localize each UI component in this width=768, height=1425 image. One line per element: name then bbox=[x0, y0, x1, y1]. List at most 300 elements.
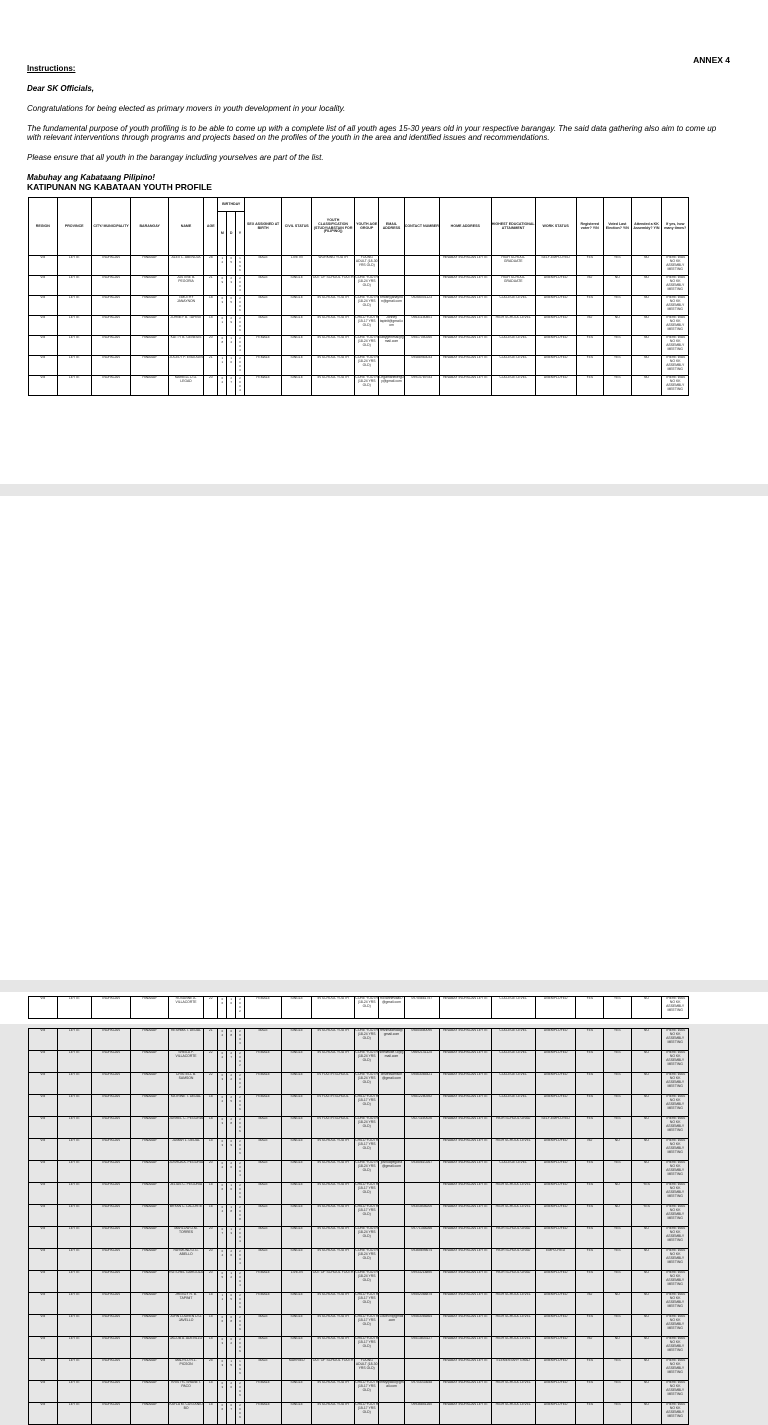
cell-birthday: 0 8 bbox=[227, 1315, 236, 1337]
cell-region: VIII bbox=[29, 1293, 58, 1315]
column-header: YOUTH CLASSIFICATION (STUDY/ABSTAIN FOR (FILIPINO)) bbox=[312, 198, 355, 256]
cell-youth: IN SCHOOL YOUTH bbox=[312, 1337, 355, 1359]
cell-times: THERE WAS NO KK ASSEMBLY MEETING bbox=[662, 296, 689, 316]
cell-birthday: 1 1 bbox=[218, 356, 227, 376]
cell-birthday: 2 7 bbox=[227, 376, 236, 396]
cell-kk: NO bbox=[631, 1051, 662, 1073]
cell-home: HINABAY INOPACAN LEYTE bbox=[439, 1161, 491, 1183]
cell-birthday: 0 6 bbox=[218, 1315, 227, 1337]
cell-times: THERE WAS NO KK ASSEMBLY MEETING bbox=[662, 256, 689, 276]
cell-voted: YES bbox=[604, 1029, 632, 1051]
cell-youth: WORKING YOUTH bbox=[312, 256, 355, 276]
cell-work: UNEMPLOYED bbox=[535, 1205, 576, 1227]
cell-home: HINABAY INOPACAN LEYTE bbox=[439, 336, 491, 356]
cell-agegroup: YOUNG ADULT (18-30 YRS OLD) bbox=[355, 1359, 379, 1381]
cell-city: INOPACAN bbox=[91, 1381, 131, 1403]
cell-voter: YES bbox=[576, 256, 604, 276]
cell-contact: 09488983033 bbox=[404, 356, 439, 376]
cell-home: HINABAY INOPACAN LEYTE bbox=[439, 356, 491, 376]
cell-home: HINABAY INOPACAN LEYTE bbox=[439, 1139, 491, 1161]
cell-barangay: HINABAY bbox=[131, 1359, 168, 1381]
page-1 bbox=[0, 0, 768, 484]
cell-birthday: 1 2 bbox=[227, 1271, 236, 1293]
cell-birthday: 2 0 0 4 bbox=[236, 1227, 245, 1249]
cell-birthday: 0 6 bbox=[218, 1403, 227, 1425]
cell-sex: MALE bbox=[244, 1183, 281, 1205]
cell-kk: NO bbox=[631, 1117, 662, 1139]
cell-home: HINABAY INOPACAN LEYTE bbox=[439, 316, 491, 336]
cell-birthday: 0 2 bbox=[227, 1337, 236, 1359]
cell-youth: IN SCHOOL YOUTH bbox=[312, 1183, 355, 1205]
cell-province: LEYTE bbox=[57, 276, 91, 296]
column-header: Voted Last Election? Y/N bbox=[604, 198, 632, 256]
cell-age: 15 bbox=[204, 1315, 218, 1337]
cell-birthday: 2 0 0 9 bbox=[236, 1183, 245, 1205]
column-header: If yes, how many times? bbox=[662, 198, 689, 256]
cell-birthday: 0 6 bbox=[218, 1183, 227, 1205]
cell-edu: HIGH SCHOOL GRAD bbox=[491, 1117, 535, 1139]
cell-home: HINABAY INOPACAN LEYTE bbox=[439, 1227, 491, 1249]
cell-sex: MALE bbox=[244, 1139, 281, 1161]
cell-sex: MALE bbox=[244, 1359, 281, 1381]
cell-agegroup: CORE YOUTH (18-24 YRS OLD) bbox=[355, 276, 379, 296]
cell-agegroup: CORE YOUTH (18-24 YRS OLD) bbox=[355, 376, 379, 396]
table-row bbox=[29, 1403, 689, 1425]
table-row bbox=[29, 1205, 689, 1227]
cell-birthday: 0 9 bbox=[227, 1139, 236, 1161]
cell-birthday: 2 2 bbox=[227, 1073, 236, 1095]
table-row bbox=[29, 1183, 689, 1205]
cell-work: SELF-EMPLOYED bbox=[535, 1117, 576, 1139]
cell-region: VIII bbox=[29, 1073, 58, 1095]
cell-home: HINABAY INOPACAN LEYTE bbox=[439, 1095, 491, 1117]
cell-contact: 09552088875 bbox=[404, 1293, 439, 1315]
cell-email: reshmadedal@gmail.com bbox=[379, 1029, 404, 1051]
cell-contact: 09517050260 bbox=[404, 336, 439, 356]
cell-civil: LIVE-IN bbox=[282, 1271, 312, 1293]
cell-home: HINABAY INOPACAN LEYTE bbox=[439, 1183, 491, 1205]
cell-name: JOHN LOUREN D.G. JAVELLO bbox=[168, 1315, 203, 1337]
cell-home: HINABAY INOPACAN LEYTE bbox=[439, 1337, 491, 1359]
cell-city: INOPACAN bbox=[91, 1227, 131, 1249]
cell-birthday: 1 5 bbox=[227, 1359, 236, 1381]
cell-edu: COLLEGE LEVEL bbox=[491, 1051, 535, 1073]
column-header: SEX ASSIGNED AT BIRTH bbox=[244, 198, 281, 256]
cell-edu: COLLEGE LEVEL bbox=[491, 1073, 535, 1095]
cell-birthday: 0 3 bbox=[218, 1139, 227, 1161]
cell-edu: COLLEGE LEVEL bbox=[491, 1095, 535, 1117]
cell-civil: SINGLE bbox=[282, 1227, 312, 1249]
cell-city: INOPACAN bbox=[91, 1051, 131, 1073]
cell-age: 22 bbox=[204, 997, 218, 1019]
cell-birthday: 0 3 bbox=[218, 296, 227, 316]
cell-work: UNEMPLOYED bbox=[535, 997, 576, 1019]
cell-province: LEYTE bbox=[57, 1359, 91, 1381]
cell-civil: LIVE IN bbox=[282, 256, 312, 276]
cell-agegroup: CHILD YOUTH (15-17 YRS OLD) bbox=[355, 1337, 379, 1359]
cell-birthday: 0 4 bbox=[218, 1205, 227, 1227]
cell-civil: SINGLE bbox=[282, 1337, 312, 1359]
cell-birthday: 2 0 0 3 bbox=[236, 1029, 245, 1051]
cell-youth: IN SCHOOL YOUTH bbox=[312, 296, 355, 316]
table-row bbox=[29, 1073, 689, 1095]
cell-agegroup: CHILD YOUTH (15-17 YRS OLD) bbox=[355, 1293, 379, 1315]
cell-name: JACOB A. ADEVILLO bbox=[168, 1337, 203, 1359]
cell-birthday: 1 4 bbox=[227, 336, 236, 356]
table-row bbox=[29, 1139, 689, 1161]
cell-work: UNEMPLOYED bbox=[535, 1183, 576, 1205]
cell-barangay: HINABAY bbox=[131, 256, 168, 276]
cell-agegroup: CORE YOUTH (18-24 YRS OLD) bbox=[355, 1051, 379, 1073]
cell-email: joshuapegoria@gmail.com bbox=[379, 1161, 404, 1183]
cell-work: UNEMPLOYED bbox=[535, 1403, 576, 1425]
cell-age: 15 bbox=[204, 1293, 218, 1315]
cell-province: LEYTE bbox=[57, 316, 91, 336]
cell-region: VIII bbox=[29, 1403, 58, 1425]
cell-agegroup: CHILD YOUTH (15-17 YRS OLD) bbox=[355, 316, 379, 336]
cell-youth: OUT OF SCHOOL YOUTH bbox=[312, 276, 355, 296]
cell-civil: SINGLE bbox=[282, 376, 312, 396]
cell-kk: NO bbox=[631, 1139, 662, 1161]
page-3 bbox=[0, 992, 768, 1024]
cell-age: 20 bbox=[204, 336, 218, 356]
youth-profile-table bbox=[28, 197, 689, 396]
cell-name: MARLOW D.M. TORRES bbox=[168, 1227, 203, 1249]
cell-kk: NO bbox=[631, 997, 662, 1019]
cell-edu: HIGH SCHOOL GRADUATE bbox=[491, 256, 535, 276]
cell-birthday: 1 0 bbox=[227, 997, 236, 1019]
column-header: CITY/ MUNICIPALITY bbox=[91, 198, 131, 256]
cell-birthday: 2 0 0 4 bbox=[236, 376, 245, 396]
cell-region: VIII bbox=[29, 1271, 58, 1293]
cell-work: UNEMPLOYED bbox=[535, 1227, 576, 1249]
cell-home: HINABAY INOPACAN LEYTE bbox=[439, 1249, 491, 1271]
cell-name: JOHNEY B. TAPINIT bbox=[168, 316, 203, 336]
cell-birthday: 2 0 0 2 bbox=[236, 1073, 245, 1095]
cell-name: RAYMOND D.G. ABELLO bbox=[168, 1249, 203, 1271]
column-header: Attended a KK Assembly? Y/N bbox=[631, 198, 662, 256]
cell-province: LEYTE bbox=[57, 336, 91, 356]
cell-kk: NO bbox=[631, 1029, 662, 1051]
cell-barangay: HINABAY bbox=[131, 316, 168, 336]
cell-city: INOPACAN bbox=[91, 1073, 131, 1095]
cell-barangay: HINABAY bbox=[131, 1381, 168, 1403]
cell-voted: YES bbox=[604, 1117, 632, 1139]
cell-email bbox=[379, 1117, 404, 1139]
cell-voter: YES bbox=[576, 356, 604, 376]
cell-region: VIII bbox=[29, 1117, 58, 1139]
cell-contact: 09771358266 bbox=[404, 1227, 439, 1249]
cell-email bbox=[379, 1359, 404, 1381]
table-row bbox=[29, 376, 689, 396]
cell-agegroup: CHILD YOUTH (15-17 YRS OLD) bbox=[355, 1139, 379, 1161]
cell-kk: NO bbox=[631, 1293, 662, 1315]
cell-work: UNEMPLOYED bbox=[535, 356, 576, 376]
cell-voter: NO bbox=[576, 316, 604, 336]
cell-birthday: 2 0 0 4 bbox=[236, 1249, 245, 1271]
cell-youth: IN SCHOOL YOUTH bbox=[312, 336, 355, 356]
cell-voter: NO bbox=[576, 1293, 604, 1315]
cell-name: JOCELY P. ENDOGIN bbox=[168, 356, 203, 376]
cell-voter: NO bbox=[576, 1139, 604, 1161]
cell-work: UNEMPLOYED bbox=[535, 1139, 576, 1161]
cell-agegroup: CHILD YOUTH (15-17 YRS OLD) bbox=[355, 1183, 379, 1205]
cell-birthday: 0 8 bbox=[218, 336, 227, 356]
cell-region: VIII bbox=[29, 356, 58, 376]
cell-birthday: 0 7 bbox=[218, 1227, 227, 1249]
cell-email: Legamariellefguy@gmail.com bbox=[379, 376, 404, 396]
column-header-birthday-m: M bbox=[218, 212, 227, 256]
cell-province: LEYTE bbox=[57, 1227, 91, 1249]
cell-birthday: 0 5 bbox=[227, 1293, 236, 1315]
cell-times: THERE WAS NO KK ASSEMBLY MEETING bbox=[662, 1029, 689, 1051]
cell-sex: FEMALE bbox=[244, 1403, 281, 1425]
cell-barangay: HINABAY bbox=[131, 336, 168, 356]
cell-region: VIII bbox=[29, 376, 58, 396]
cell-email bbox=[379, 1271, 404, 1293]
cell-contact: 09303508200 bbox=[404, 1205, 439, 1227]
cell-voted: YES bbox=[604, 1095, 632, 1117]
cell-age: 20 bbox=[204, 1161, 218, 1183]
cell-civil: SINGLE bbox=[282, 1249, 312, 1271]
cell-email: cristellsamson@gmail.com bbox=[379, 1073, 404, 1095]
cell-contact bbox=[404, 276, 439, 296]
cell-agegroup: CORE YOUTH (18-24 YRS OLD) bbox=[355, 1073, 379, 1095]
cell-age: 21 bbox=[204, 1029, 218, 1051]
cell-times: THERE WAS NO KK ASSEMBLY MEETING bbox=[662, 1139, 689, 1161]
column-header: AGE bbox=[204, 198, 218, 256]
cell-civil: SINGLE bbox=[282, 1161, 312, 1183]
cell-times: THERE WAS NO KK ASSEMBLY MEETING bbox=[662, 1315, 689, 1337]
cell-kk: NO bbox=[631, 1227, 662, 1249]
cell-sex: MALE bbox=[244, 1029, 281, 1051]
cell-times: THERE WAS NO KK ASSEMBLY MEETING bbox=[662, 997, 689, 1019]
cell-youth: IN SCHOOL YOUTH bbox=[312, 1161, 355, 1183]
cell-age: 20 bbox=[204, 1227, 218, 1249]
cell-voter: YES bbox=[576, 1403, 604, 1425]
cell-birthday: 2 0 0 9 bbox=[236, 1293, 245, 1315]
cell-voted: YES bbox=[604, 1227, 632, 1249]
table-row bbox=[29, 1117, 689, 1139]
cell-birthday: 0 3 bbox=[218, 1117, 227, 1139]
cell-home: HINABAY INOPACAN LEYTE bbox=[439, 1205, 491, 1227]
cell-region: VIII bbox=[29, 276, 58, 296]
cell-region: VIII bbox=[29, 1051, 58, 1073]
cell-birthday: 1 3 bbox=[227, 1227, 236, 1249]
cell-province: LEYTE bbox=[57, 1293, 91, 1315]
cell-kk: NO bbox=[631, 1315, 662, 1337]
cell-city: INOPACAN bbox=[91, 1161, 131, 1183]
cell-name: RESHMA T. DEDAL bbox=[168, 1029, 203, 1051]
cell-agegroup: CORE YOUTH (18-24 YRS OLD) bbox=[355, 997, 379, 1019]
cell-age: 22 bbox=[204, 1073, 218, 1095]
cell-email: Johney tapinit@gmail.com bbox=[379, 316, 404, 336]
cell-contact: 09812280392 bbox=[404, 1095, 439, 1117]
cell-province: LEYTE bbox=[57, 356, 91, 376]
cell-edu: ELEMENTARY GRAD bbox=[491, 1359, 535, 1381]
cell-email: kristylpaco@gmail.com bbox=[379, 1381, 404, 1403]
cell-birthday: 0 5 bbox=[227, 296, 236, 316]
cell-voted: NO bbox=[604, 316, 632, 336]
cell-kk: NO bbox=[631, 316, 662, 336]
column-header: CONTACT NUMBER bbox=[404, 198, 439, 256]
cell-contact: 09854580090 bbox=[404, 1029, 439, 1051]
cell-birthday: 1 9 9 9 bbox=[236, 1359, 245, 1381]
cell-region: VIII bbox=[29, 1095, 58, 1117]
table-row bbox=[29, 1381, 689, 1403]
cell-email bbox=[379, 256, 404, 276]
cell-contact bbox=[404, 1359, 439, 1381]
column-header-birthday-d: D bbox=[227, 212, 236, 256]
cell-times: THERE WAS NO KK ASSEMBLY MEETING bbox=[662, 1271, 689, 1293]
cell-kk: NO bbox=[631, 276, 662, 296]
cell-birthday: 0 5 bbox=[227, 256, 236, 276]
cell-edu: COLLEGE LEVEL bbox=[491, 997, 535, 1019]
cell-civil: SINGLE bbox=[282, 276, 312, 296]
cell-voted: YES bbox=[604, 1381, 632, 1403]
cell-times: THERE WAS NO KK ASSEMBLY MEETING bbox=[662, 1403, 689, 1425]
cell-work: UNEMPLOYED bbox=[535, 1029, 576, 1051]
cell-region: VIII bbox=[29, 1161, 58, 1183]
cell-birthday: 0 9 bbox=[218, 276, 227, 296]
cell-voter: YES bbox=[576, 1117, 604, 1139]
cell-city: INOPACAN bbox=[91, 1337, 131, 1359]
table-row bbox=[29, 1161, 689, 1183]
cell-barangay: HINABAY bbox=[131, 1183, 168, 1205]
cell-civil: SINGLE bbox=[282, 1095, 312, 1117]
cell-region: VIII bbox=[29, 1227, 58, 1249]
cell-province: LEYTE bbox=[57, 1139, 91, 1161]
cell-province: LEYTE bbox=[57, 1095, 91, 1117]
cell-kk: YES bbox=[631, 1205, 662, 1227]
cell-contact: 09365695674 bbox=[404, 1249, 439, 1271]
cell-age: 22 bbox=[204, 1051, 218, 1073]
cell-civil: SINGLE bbox=[282, 1183, 312, 1205]
cell-sex: FEMALE bbox=[244, 336, 281, 356]
column-header: Registered voter? Y/N bbox=[576, 198, 604, 256]
cell-voted: NO bbox=[604, 1139, 632, 1161]
cell-region: VIII bbox=[29, 296, 58, 316]
cell-times: THERE WAS NO KK ASSEMBLY MEETING bbox=[662, 1205, 689, 1227]
cell-birthday: 0 2 bbox=[218, 1029, 227, 1051]
cell-city: INOPACAN bbox=[91, 1139, 131, 1161]
cell-edu: HIGH SCHOOL GRADUATE bbox=[491, 276, 535, 296]
cell-age: 15 bbox=[204, 1139, 218, 1161]
cell-province: LEYTE bbox=[57, 1073, 91, 1095]
cell-youth: IN YOUTH SCHOOL bbox=[312, 1073, 355, 1095]
cell-edu: COLLEGE LEVEL bbox=[491, 1029, 535, 1051]
cell-birthday: 2 7 bbox=[227, 1051, 236, 1073]
cell-city: INOPACAN bbox=[91, 336, 131, 356]
cell-barangay: HINABAY bbox=[131, 1337, 168, 1359]
table-row bbox=[29, 256, 689, 276]
cell-voter: YES bbox=[576, 997, 604, 1019]
cell-voted: YES bbox=[604, 376, 632, 396]
cell-voted: YES bbox=[604, 997, 632, 1019]
cell-region: VIII bbox=[29, 336, 58, 356]
cell-work: UNEMPLOYED bbox=[535, 316, 576, 336]
cell-youth: IN SCHOOL YOUTH bbox=[312, 376, 355, 396]
cell-voter: YES bbox=[576, 1183, 604, 1205]
cell-sex: FEMALE bbox=[244, 376, 281, 396]
paragraph-2: The fundamental purpose of youth profiling is to be able to come up with a complete list of all youth ages 15-30 years old in your respective barangay. The said data gathering also aim to come up with relevant interventions through programs and projects based on the profiles of the youth in the area and identified issues and recommendations. bbox=[27, 124, 717, 142]
cell-times: THERE WAS NO KK ASSEMBLY MEETING bbox=[662, 1337, 689, 1359]
cell-home: HINABAY INOPACAN LEYTE bbox=[439, 1381, 491, 1403]
cell-civil: SINGLE bbox=[282, 356, 312, 376]
cell-contact: 09914769783 bbox=[404, 376, 439, 396]
cell-sex: MALE bbox=[244, 276, 281, 296]
cell-sex: FEMALE bbox=[244, 356, 281, 376]
cell-civil: SINGLE bbox=[282, 1381, 312, 1403]
cell-barangay: HINABAY bbox=[131, 1315, 168, 1337]
cell-civil: SINGLE bbox=[282, 1315, 312, 1337]
cell-name: JHEISLY R. B. TAPINIT bbox=[168, 1293, 203, 1315]
cell-birthday: 2 0 0 9 bbox=[236, 1139, 245, 1161]
cell-times: THERE WAS NO KK ASSEMBLY MEETING bbox=[662, 1095, 689, 1117]
cell-sex: MALE bbox=[244, 1315, 281, 1337]
cell-birthday: 2 0 bbox=[227, 1161, 236, 1183]
cell-city: INOPACAN bbox=[91, 1249, 131, 1271]
cell-birthday: 1 8 bbox=[227, 1205, 236, 1227]
cell-youth: IN SCHOOL YOUTH bbox=[312, 1249, 355, 1271]
cell-province: LEYTE bbox=[57, 1205, 91, 1227]
cell-birthday: 2 0 0 9 bbox=[236, 1315, 245, 1337]
cell-edu: HIGH SCHOOL GRAD bbox=[491, 1227, 535, 1249]
cell-youth: OUT OF SCHOOL YOUTH bbox=[312, 1271, 355, 1293]
cell-youth: IN SCHOOL YOUTH bbox=[312, 1293, 355, 1315]
cell-voted: NO bbox=[604, 1205, 632, 1227]
cell-work: UNEMPLOYED bbox=[535, 1337, 576, 1359]
cell-birthday: 2 9 bbox=[227, 316, 236, 336]
cell-city: INOPACAN bbox=[91, 1029, 131, 1051]
cell-age: 18 bbox=[204, 1095, 218, 1117]
cell-name: ALEX L. ABENOJA bbox=[168, 256, 203, 276]
cell-edu: HIGH SCHOOL GRAD bbox=[491, 1271, 535, 1293]
cell-region: VIII bbox=[29, 1337, 58, 1359]
cell-email bbox=[379, 1337, 404, 1359]
cell-province: LEYTE bbox=[57, 256, 91, 276]
cell-times: THERE WAS NO KK ASSEMBLY MEETING bbox=[662, 356, 689, 376]
cell-province: LEYTE bbox=[57, 1403, 91, 1425]
cell-edu: COLLEGE LEVEL bbox=[491, 376, 535, 396]
cell-civil: SINGLE bbox=[282, 1139, 312, 1161]
cell-times: THERE WAS NO KK ASSEMBLY MEETING bbox=[662, 1249, 689, 1271]
cell-name: SHEILA P. VILLACORTE bbox=[168, 1051, 203, 1073]
cell-edu: HIGH SCHOOL LEVEL bbox=[491, 316, 535, 336]
cell-sex: FEMALE bbox=[244, 1381, 281, 1403]
cell-city: INOPACAN bbox=[91, 1183, 131, 1205]
cell-barangay: HINABAY bbox=[131, 1073, 168, 1095]
column-header: YOUTH AGE GROUP bbox=[355, 198, 379, 256]
cell-voter: NO bbox=[576, 1337, 604, 1359]
cell-region: VIII bbox=[29, 1029, 58, 1051]
cell-age: 18 bbox=[204, 1117, 218, 1139]
cell-province: LEYTE bbox=[57, 376, 91, 396]
cell-agegroup: CORE YOUTH (18-24 YRS OLD) bbox=[355, 336, 379, 356]
cell-civil: SINGLE bbox=[282, 1029, 312, 1051]
cell-voter: YES bbox=[576, 1073, 604, 1095]
cell-birthday: 1 6 bbox=[227, 1183, 236, 1205]
cell-home: HINABAY INOPACAN LEYTE bbox=[439, 296, 491, 316]
cell-voted: YES bbox=[604, 1051, 632, 1073]
cell-work: UNEMPLOYED bbox=[535, 1073, 576, 1095]
cell-youth: IN SCHOOL YOUTH bbox=[312, 1205, 355, 1227]
table-row bbox=[29, 1029, 689, 1051]
cell-sex: MALE bbox=[244, 1161, 281, 1183]
profile-title: KATIPUNAN NG KABATAAN YOUTH PROFILE bbox=[27, 182, 212, 192]
cell-times: THERE WAS NO KK ASSEMBLY MEETING bbox=[662, 316, 689, 336]
cell-birthday: 1 9 9 6 bbox=[236, 256, 245, 276]
